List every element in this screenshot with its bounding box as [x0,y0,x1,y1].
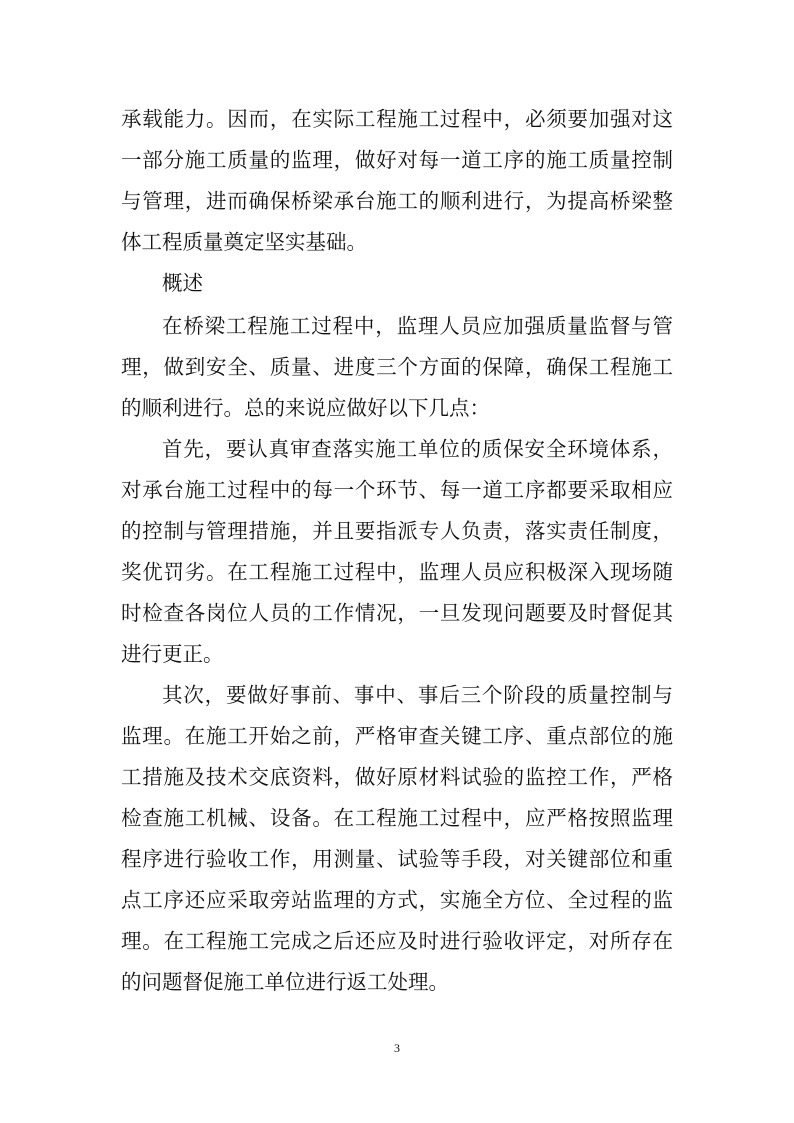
text-line: 首先，要认真审查落实施工单位的质保安全环境体系， [162,437,673,461]
text-line: 工措施及技术交底资料，做好原材料试验的监控工作，严格 [121,765,673,789]
text-line: 与管理，进而确保桥梁承台施工的顺利进行，为提高桥梁整 [121,189,673,213]
text-line: 其次，要做好事前、事中、事后三个阶段的质量控制与 [162,683,673,707]
text-line: 监理。在施工开始之前，严格审查关键工序、重点部位的施 [121,724,673,748]
text-line: 的控制与管理措施，并且要指派专人负责，落实责任制度， [121,519,673,543]
text-line: 的顺利进行。总的来说应做好以下几点： [121,396,490,420]
text-line: 在桥梁工程施工过程中，监理人员应加强质量监督与管 [162,314,673,338]
text-line: 承载能力。因而，在实际工程施工过程中，必须要加强对这 [121,107,673,131]
page-number: 3 [394,1041,400,1055]
text-line: 奖优罚劣。在工程施工过程中，监理人员应积极深入现场随 [121,560,673,584]
text-line: 理，做到安全、质量、进度三个方面的保障，确保工程施工 [121,355,673,379]
text-line: 对承台施工过程中的每一个环节、每一道工序都要采取相应 [121,478,673,502]
text-line: 时检查各岗位人员的工作情况，一旦发现问题要及时督促其 [121,601,673,625]
section-heading: 概述 [162,271,203,295]
text-line: 一部分施工质量的监理，做好对每一道工序的施工质量控制 [121,148,673,172]
text-line: 点工序还应采取旁站监理的方式，实施全方位、全过程的监 [121,888,673,912]
text-line: 的问题督促施工单位进行返工处理。 [121,970,449,994]
text-line: 理。在工程施工完成之后还应及时进行验收评定，对所存在 [121,929,673,953]
text-line: 进行更正。 [121,642,224,666]
text-line: 程序进行验收工作，用测量、试验等手段，对关键部位和重 [121,847,673,871]
text-line: 检查施工机械、设备。在工程施工过程中，应严格按照监理 [121,806,673,830]
text-line: 体工程质量奠定坚实基础。 [121,230,367,254]
